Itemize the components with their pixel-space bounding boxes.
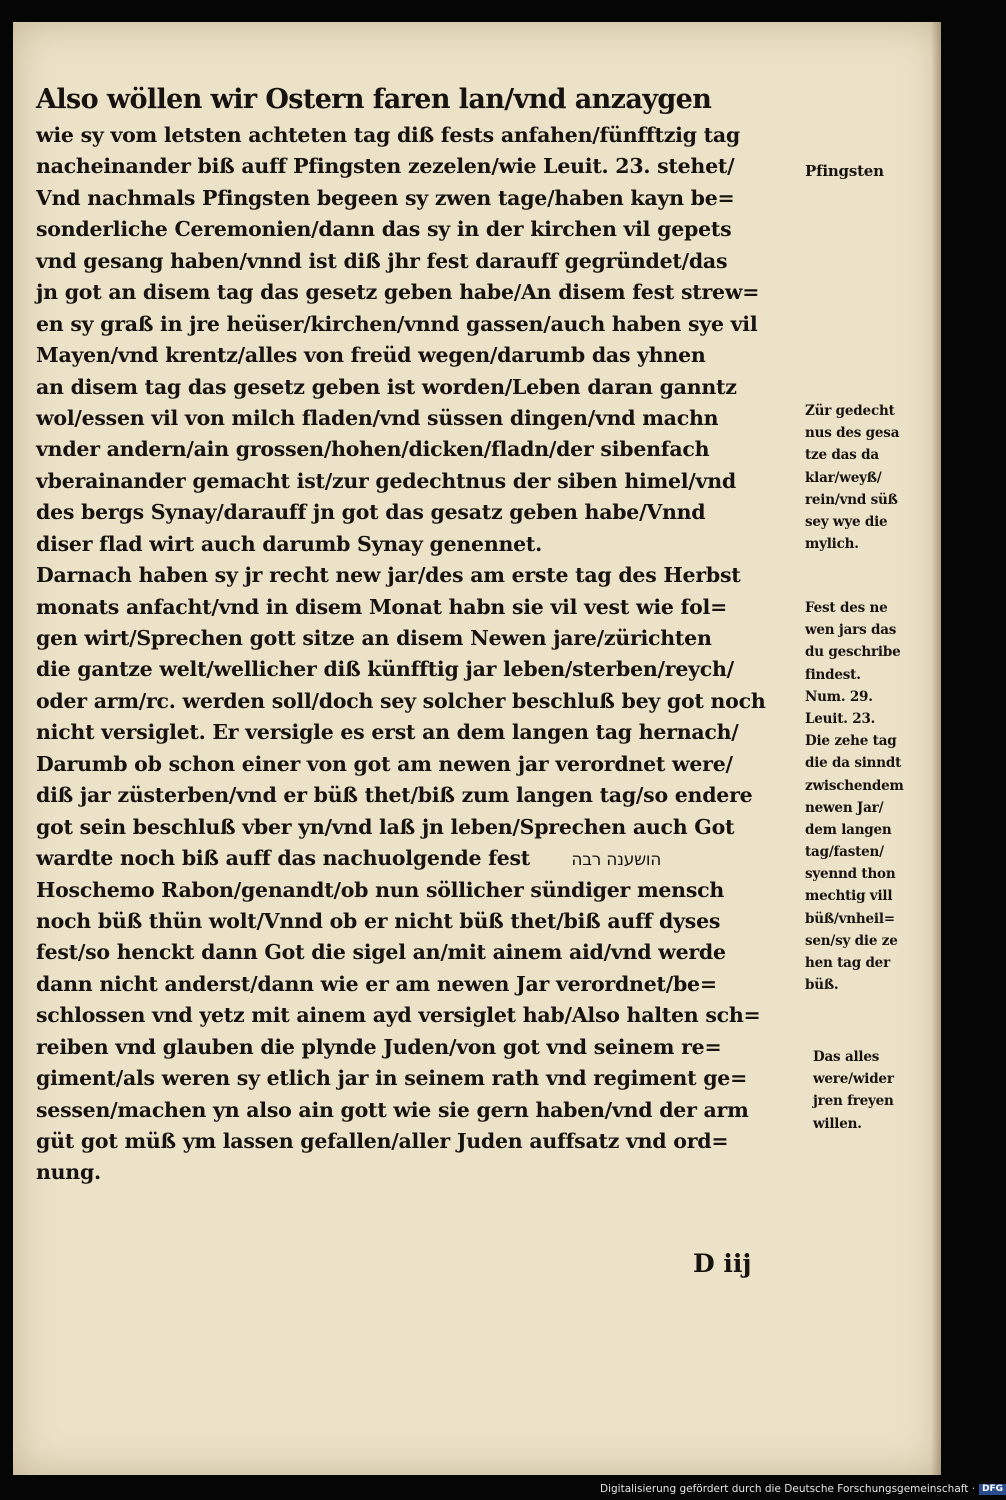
text-line: en sy graß in jre heüser/kirchen/vnnd gassen/auch haben sye vil — [36, 311, 758, 336]
text-line: Also wöllen wir Ostern faren lan/vnd anzaygen — [36, 84, 712, 115]
margin-line: dem langen — [805, 821, 892, 838]
margin-line: nus des gesa — [805, 425, 900, 442]
margin-line: newen Jar/ — [805, 799, 884, 816]
signature-mark: D iij — [693, 1249, 752, 1278]
text-line: gen wirt/Sprechen gott sitze an disem Newen jare/zürichten — [36, 626, 712, 650]
text-line: oder arm/rc. werden soll/doch sey solcher beschluß bey got noch — [36, 688, 766, 713]
text-line: vnder andern/ain grossen/hohen/dicken/fladn/der sibenfach — [36, 437, 710, 462]
margin-line: klar/weyß/ — [805, 469, 882, 486]
margin-note-alles — [813, 1046, 958, 1135]
text-line: Hoschemo Rabon/genandt/ob nun söllicher sündiger mensch — [36, 877, 725, 902]
margin-line: sen/sy die ze — [805, 932, 898, 949]
margin-line: wen jars das — [805, 622, 897, 639]
hebrew-word: הושענה רבה — [571, 850, 662, 871]
text-line: nacheinander biß auff Pfingsten zezelen/wie Leuit. 23. stehet/ — [36, 154, 735, 179]
margin-line: die da sinndt — [805, 755, 902, 772]
margin-note-newjar — [805, 597, 950, 996]
margin-line: jren freyen — [813, 1093, 894, 1110]
main-text-block — [36, 80, 826, 1189]
text-line: giment/als weren sy etlich jar in seinem rath vnd regiment ge= — [36, 1066, 747, 1091]
text-line: schlossen vnd yetz mit ainem ayd versiglet hab/Also halten sch= — [36, 1003, 761, 1028]
margin-line: Die zehe tag — [805, 733, 897, 750]
text-line: reiben vnd glauben die plynde Juden/von got vnd seinem re= — [36, 1034, 722, 1059]
margin-line: tag/fasten/ — [805, 844, 884, 861]
margin-line: mechtig vill — [805, 888, 893, 905]
text-segment: wardte noch biß auff das nachuolgende fest — [36, 846, 531, 871]
text-line-with-hebrew — [36, 843, 826, 874]
text-line: sonderliche Ceremonien/dann das sy in der kirchen vil gepets — [36, 217, 732, 242]
text-line: fest/so henckt dann Got die sigel an/mit ainem aid/vnd werde — [36, 940, 726, 965]
margin-line: mylich. — [805, 536, 859, 553]
margin-line: Num. 29. — [805, 688, 873, 705]
text-line: güt got müß ym lassen gefallen/aller Juden auffsatz vnd ord= — [36, 1129, 729, 1153]
margin-note-pfingsten — [805, 160, 950, 182]
text-line: monats anfacht/vnd in disem Monat habn sie vil vest wie fol= — [36, 594, 728, 619]
margin-line: zwischendem — [805, 777, 904, 794]
text-line: wie sy vom letsten achteten tag diß fests anfahen/fünfftzig tag — [36, 123, 740, 147]
text-line: nung. — [36, 1160, 101, 1185]
text-line: diß jar züsterben/vnd er büß thet/biß zum langen tag/so endere — [36, 783, 753, 808]
margin-line: büß. — [805, 977, 839, 994]
text-line: jn got an disem tag das gesetz geben habe/An disem fest strew= — [36, 280, 760, 305]
margin-line: willen. — [813, 1115, 862, 1132]
margin-line: tze das da — [805, 447, 879, 464]
text-line: an disem tag das gesetz geben ist worden/Leben daran ganntz — [36, 374, 737, 399]
text-line: vnd gesang haben/vnnd ist diß jhr fest darauff gegründet/das — [36, 248, 728, 273]
text-line: got sein beschluß vber yn/vnd laß jn leben/Sprechen auch Got — [36, 814, 735, 839]
text-line: sessen/machen yn also ain gott wie sie gern haben/vnd der arm — [36, 1097, 749, 1122]
margin-line: Zür gedecht — [805, 403, 895, 419]
text-line: des bergs Synay/darauff jn got das gesatz geben habe/Vnnd — [36, 500, 706, 525]
margin-line: Leuit. 23. — [805, 710, 876, 727]
margin-line: rein/vnd süß — [805, 491, 898, 508]
text-line: Darnach haben sy jr recht new jar/des am erste tag des Herbst — [36, 563, 741, 588]
text-line: vberainander gemacht ist/zur gedechtnus der siben himel/vnd — [36, 468, 736, 493]
margin-line: du geschribe — [805, 644, 901, 661]
text-line: dann nicht anderst/dann wie er am newen Jar verordnet/be= — [36, 971, 717, 996]
text-line: Vnd nachmals Pfingsten begeen sy zwen tage/haben kayn be= — [36, 185, 735, 210]
margin-line: sey wye die — [805, 513, 888, 530]
text-line: die gantze welt/wellicher diß künfftig jar leben/sterben/reych/ — [36, 657, 734, 682]
text-line: noch büß thün wolt/Vnnd ob er nicht büß thet/biß auff dyses — [36, 908, 721, 933]
dfg-logo-icon: DFG — [979, 1484, 1006, 1495]
margin-line: Das alles — [813, 1049, 880, 1065]
footer-text: Digitalisierung gefördert durch die Deutsche Forschungsgemeinschaft · — [600, 1483, 976, 1495]
document-page — [13, 22, 941, 1475]
margin-line: Pfingsten — [805, 162, 884, 180]
margin-line: findest. — [805, 666, 861, 683]
text-line: Mayen/vnd krentz/alles von freüd wegen/darumb das yhnen — [36, 343, 706, 368]
margin-line: were/wider — [813, 1071, 894, 1088]
text-line: wol/essen vil von milch fladen/vnd süssen dingen/vnd machn — [36, 405, 719, 430]
margin-line: syennd thon — [805, 866, 896, 883]
margin-line: Fest des ne — [805, 600, 888, 616]
text-line: nicht versiglet. Er versigle es erst an dem langen tag hernach/ — [36, 720, 739, 745]
margin-line: hen tag der — [805, 955, 890, 971]
margin-note-gedechtnus — [805, 400, 950, 555]
text-line: Darumb ob schon einer von got am newen jar verordnet were/ — [36, 751, 733, 776]
margin-line: büß/vnheil= — [805, 910, 895, 927]
text-line: diser flad wirt auch darumb Synay genennet. — [36, 531, 543, 556]
footer-credit — [600, 1482, 1004, 1496]
